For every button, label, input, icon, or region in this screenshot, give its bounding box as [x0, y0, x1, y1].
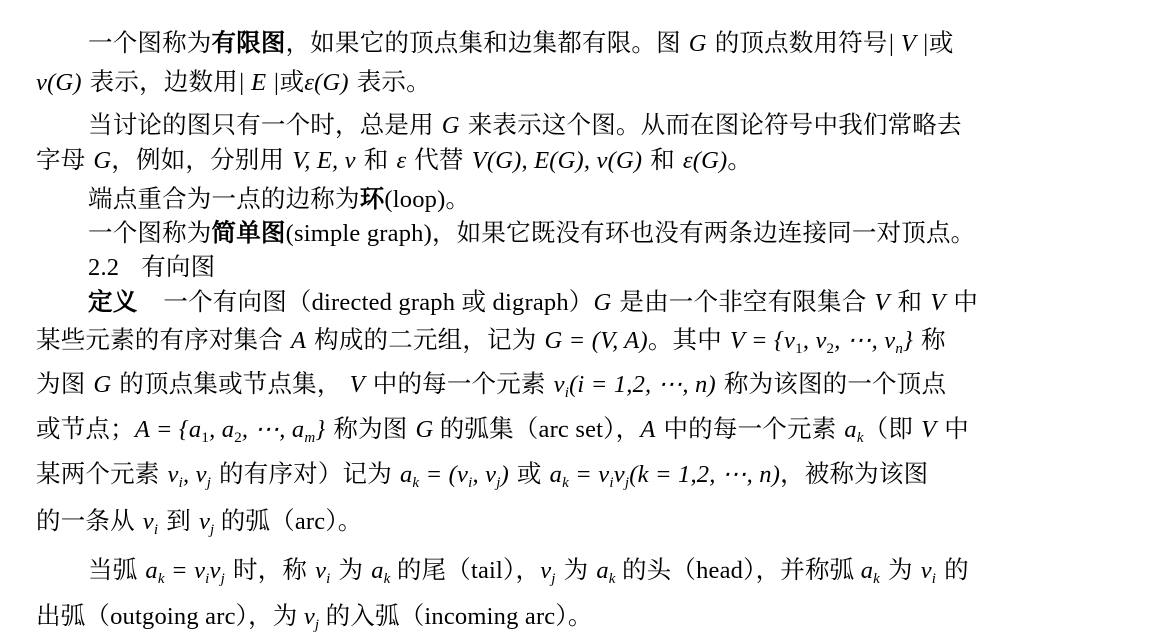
text: 和	[355, 145, 397, 174]
math: a	[145, 557, 158, 584]
para2-line1	[88, 110, 1167, 141]
math: G	[93, 147, 112, 174]
math: v	[315, 557, 327, 584]
math: V	[930, 289, 946, 316]
math: , a	[209, 416, 235, 443]
text: 构成的二元组，记为	[306, 325, 545, 354]
subscript: i	[564, 385, 570, 401]
text: 的顶点数用符号	[706, 28, 888, 57]
math: ν(G)	[36, 69, 82, 96]
math: (k = 1,2, ⋯, n)	[629, 461, 781, 488]
text: 称为图	[325, 414, 416, 443]
term-simple-graph: 简单图	[211, 218, 286, 247]
math: ε	[396, 147, 407, 174]
text: 端点重合为一点的边称为	[88, 184, 360, 213]
para3-line	[88, 184, 1167, 215]
text: 称为该图的一个顶点	[715, 369, 947, 398]
text: 中的每一个元素	[655, 414, 845, 443]
para1-line2	[36, 67, 1136, 98]
definition-line1	[88, 287, 1167, 318]
subscript: i	[326, 571, 331, 587]
text: 的尾（tail），	[390, 557, 541, 584]
subscript: k	[873, 571, 881, 587]
math: v	[540, 557, 552, 584]
math: G	[415, 416, 434, 443]
math: , v	[802, 327, 827, 354]
subscript: j	[220, 571, 225, 587]
para2-line2	[36, 145, 1136, 176]
math: , v	[182, 461, 207, 488]
math: = v	[164, 557, 206, 584]
text: (simple graph)，如果它既没有环也没有两条边连接同一对顶点。	[285, 220, 976, 247]
subscript: j	[551, 571, 556, 587]
definition-line3	[36, 369, 1136, 400]
text: 的弧（arc）。	[214, 508, 363, 535]
math: G = (V, A)	[544, 327, 648, 354]
math: ε(G)	[682, 147, 728, 174]
text: 中	[936, 414, 969, 443]
math: v	[167, 461, 179, 488]
text: （即	[863, 414, 922, 443]
math: a	[399, 461, 413, 488]
text: 一个图称为	[88, 218, 212, 247]
subscript: i	[468, 475, 473, 491]
text: 当弧	[88, 555, 146, 584]
math: v	[553, 371, 565, 398]
section-heading	[88, 252, 1167, 283]
math: G	[441, 112, 460, 139]
text: 来表示这个图。从而在图论符号中我们常略去	[459, 110, 962, 139]
text: 中的每一个元素	[364, 369, 554, 398]
text: 称	[913, 325, 946, 354]
math: A = {a	[134, 416, 202, 443]
text: 到	[158, 506, 199, 535]
math: V, E, ν	[292, 147, 356, 174]
definition-line4	[36, 414, 1136, 445]
text: ，例如，分别用	[111, 145, 293, 174]
text: 和	[889, 287, 931, 316]
math: V = {v	[729, 327, 796, 354]
text: 代替	[406, 145, 472, 174]
text: 的头（head），并称弧	[615, 557, 861, 584]
text: 字母	[36, 145, 94, 174]
text: 表示。	[348, 67, 431, 96]
text: 某些元素的有序对集合	[36, 325, 291, 354]
subscript: k	[608, 571, 616, 587]
text: 为	[880, 555, 921, 584]
text: 的有序对）记为	[211, 459, 400, 488]
subscript: i	[205, 571, 210, 587]
para5-line2	[36, 601, 1136, 632]
subscript: k	[412, 475, 420, 491]
math: v	[198, 508, 211, 535]
text: 是由一个非空有限集合	[611, 287, 875, 316]
math: G	[688, 30, 707, 57]
math: G	[593, 289, 612, 316]
subscript: i	[609, 475, 614, 491]
subscript: k	[157, 571, 165, 587]
math: = (v	[419, 461, 469, 488]
definition-line2	[36, 325, 1136, 356]
term-finite-graph: 有限图	[211, 28, 286, 57]
text: ，被称为该图	[780, 459, 929, 488]
math: v	[613, 461, 625, 488]
text: (loop)。	[384, 186, 471, 213]
text: ，如果它的顶点集和边集都有限。图	[285, 28, 689, 57]
text: 中	[945, 287, 979, 316]
text: 为	[330, 555, 372, 584]
definition-line6	[36, 506, 1136, 537]
math: ε(G)	[304, 69, 349, 96]
text: 或节点；	[36, 414, 135, 443]
math: , ⋯, v	[834, 327, 896, 354]
text: 。	[727, 145, 753, 174]
text: 的入弧（incoming arc）。	[319, 603, 593, 630]
subscript: k	[856, 430, 864, 446]
para1-line1	[88, 28, 1167, 59]
subscript: j	[496, 475, 501, 491]
math: | V |	[887, 30, 929, 57]
math: A	[640, 416, 656, 443]
math: V	[921, 416, 937, 443]
text: 时，称	[225, 555, 316, 584]
math: v	[209, 557, 221, 584]
text: 表示，边数用	[81, 67, 238, 96]
para5-line1	[88, 555, 1167, 586]
text: 的一条从	[36, 506, 143, 535]
text: 为图	[36, 369, 94, 398]
subscript: k	[383, 571, 391, 587]
text: 一个图称为	[88, 28, 212, 57]
text: 当讨论的图只有一个时，总是用	[88, 110, 442, 139]
subscript: 1	[201, 430, 210, 446]
subscript: j	[206, 475, 212, 491]
subscript: i	[153, 522, 159, 538]
text: 的	[936, 555, 969, 584]
text: 一个有向图（directed graph 或 digraph）	[163, 289, 594, 316]
math: , ⋯, a	[241, 416, 305, 443]
para4-line	[88, 218, 1167, 249]
math: , v	[472, 461, 497, 488]
math: V	[874, 289, 890, 316]
math: (i = 1,2, ⋯, n)	[569, 371, 716, 398]
subscript: i	[178, 475, 183, 491]
math: V	[349, 371, 365, 398]
text: 为	[555, 555, 597, 584]
definition-line5	[36, 459, 1136, 490]
subscript: i	[931, 571, 937, 587]
section-number: 2.2	[88, 254, 120, 281]
math: | E |	[237, 69, 280, 96]
text: 出弧（outgoing arc），为	[36, 603, 304, 630]
math: V(G), E(G), ν(G)	[471, 147, 643, 174]
subscript: j	[624, 475, 630, 491]
math: )	[500, 461, 509, 488]
text: 的顶点集或节点集，	[111, 369, 350, 398]
subscript: m	[304, 430, 316, 446]
math: a	[596, 557, 609, 584]
math: a	[860, 557, 874, 584]
definition-label: 定义	[88, 287, 138, 316]
subscript: j	[210, 522, 215, 538]
subscript: 2	[826, 341, 835, 357]
subscript: k	[562, 475, 569, 491]
subscript: j	[314, 617, 320, 633]
math: A	[291, 327, 307, 354]
section-title: 有向图	[141, 252, 216, 281]
text: 或	[279, 67, 305, 96]
math: v	[920, 557, 932, 584]
math: }	[315, 416, 326, 443]
math: v	[303, 603, 315, 630]
math: a	[844, 416, 857, 443]
math: }	[903, 327, 914, 354]
math: G	[93, 371, 112, 398]
subscript: 2	[234, 430, 242, 446]
subscript: n	[895, 341, 904, 357]
term-loop: 环	[359, 184, 385, 213]
math: a	[371, 557, 384, 584]
text: 。其中	[647, 325, 730, 354]
text: 的弧集（arc set），	[433, 416, 641, 443]
subscript: 1	[795, 341, 803, 357]
math: = v	[568, 461, 610, 488]
text: 或	[508, 459, 550, 488]
math: v	[142, 508, 154, 535]
text: 和	[642, 145, 683, 174]
text: 或	[928, 28, 954, 57]
math: a	[549, 461, 563, 488]
text: 某两个元素	[36, 459, 168, 488]
